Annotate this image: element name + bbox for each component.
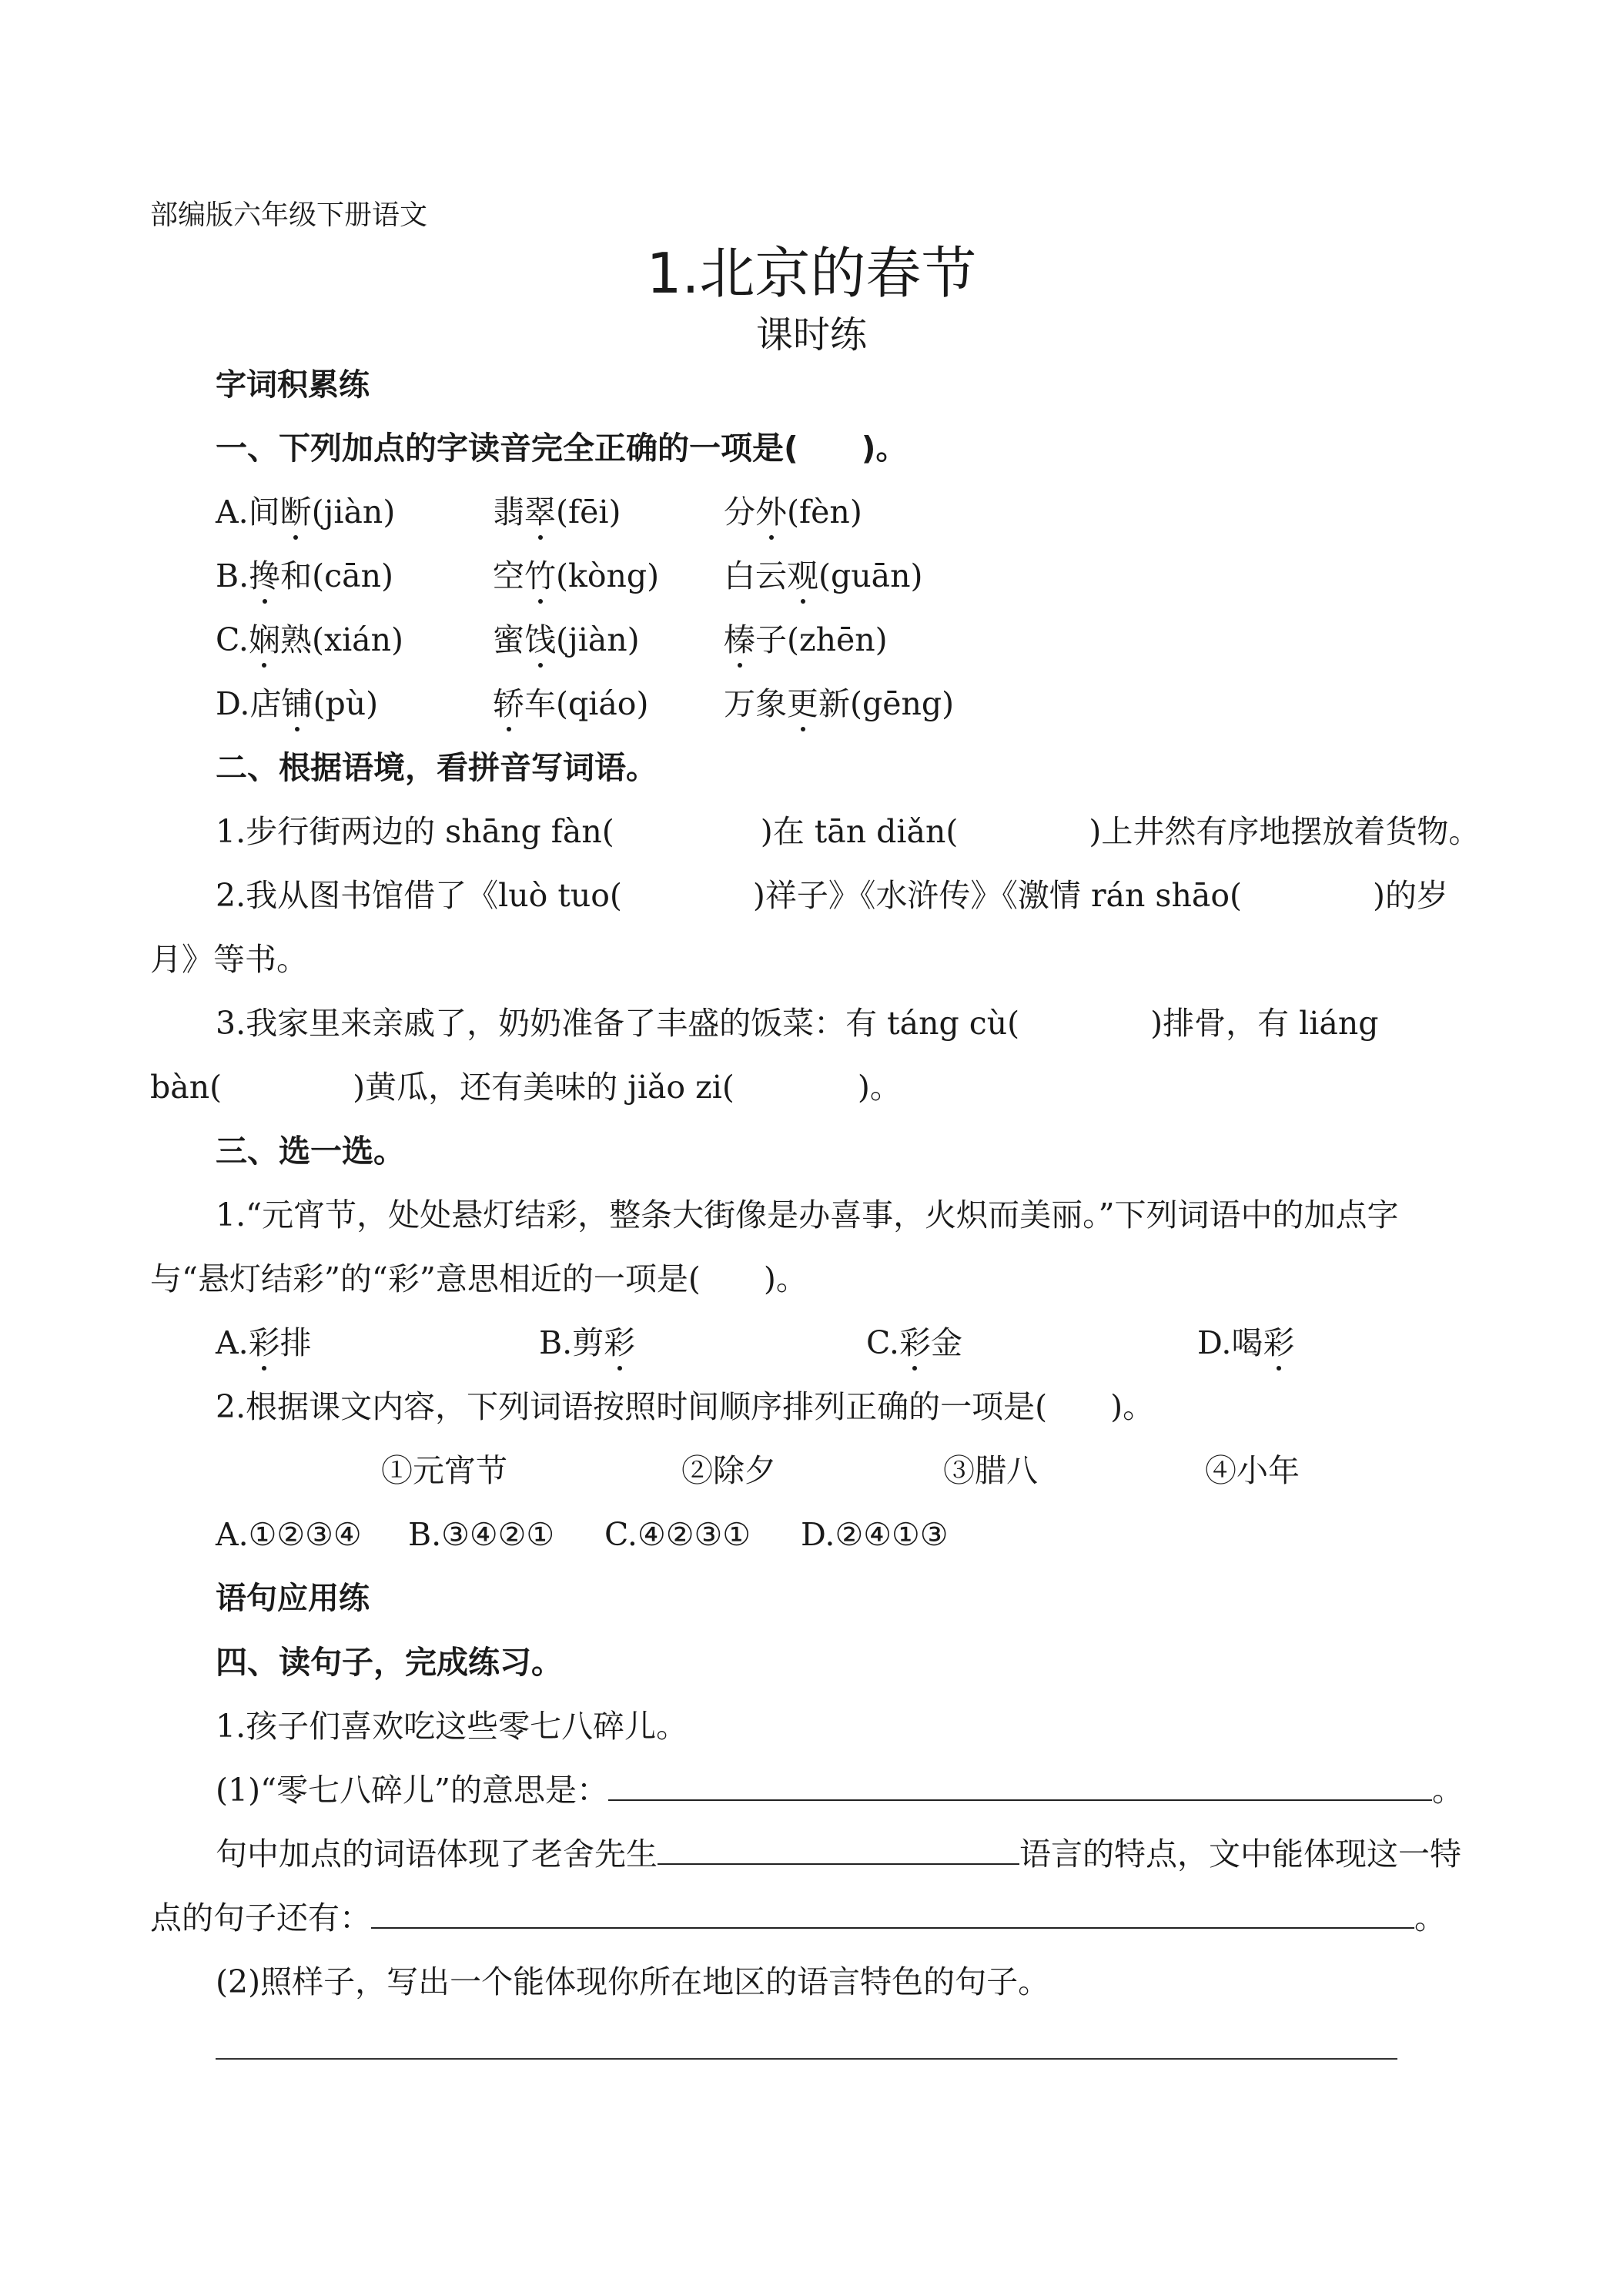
example-sentence: 1.孩子们喜欢吃这些零七八碎儿。 (216, 1703, 688, 1749)
sequence-item: ①元宵节 (381, 1452, 507, 1489)
choice-c[interactable]: C.④②③① (604, 1516, 751, 1553)
choice-d[interactable]: D.喝彩 (1197, 1320, 1294, 1366)
option-c-col3: 榛子(zhēn) (724, 617, 888, 663)
question-stem: 四、读句子，完成练习。 (216, 1644, 563, 1681)
option-b-col1: B.搀和(cān) (216, 553, 393, 599)
choice-a[interactable]: A.①②③④ (216, 1516, 362, 1553)
option-a-col1: A.间断(jiàn) (216, 489, 395, 535)
sub-question-1-c: 点的句子还有： 。 (150, 1895, 1446, 1941)
dotted-phrase: 零七八碎儿 (498, 1708, 656, 1748)
option-d-col1: D.店铺(pù) (216, 681, 378, 727)
choice-b[interactable]: B.剪彩 (539, 1320, 635, 1366)
sub-question-1: (1)“零七八碎儿”的意思是： 。 (216, 1767, 1464, 1813)
question-text: 与“悬灯结彩”的“彩”意思相近的一项是( )。 (150, 1260, 808, 1297)
choice-c[interactable]: C.彩金 (866, 1320, 962, 1366)
option-a-col3: 分外(fèn) (724, 489, 862, 535)
pinyin-sentence-1: 1.步行街两边的 shāng fàn( )在 tān diǎn( )上井然有序地摆放着货物。 (216, 813, 1481, 850)
pinyin-sentence-3: 3.我家里来亲戚了，奶奶准备了丰盛的饭菜：有 táng cù( )排骨，有 liáng (216, 1005, 1379, 1042)
answer-line[interactable] (216, 2058, 1397, 2060)
answer-line[interactable] (371, 1896, 1414, 1929)
question-stem: 一、下列加点的字读音完全正确的一项是( )。 (216, 430, 908, 467)
option-c-col1: C.娴熟(xián) (216, 617, 403, 663)
header-subject: 部编版六年级下册语文 (150, 199, 428, 231)
pinyin-sentence-2: 2.我从图书馆借了《luò tuo( )祥子》《水浒传》《激情 rán shāo( )的岁 (216, 877, 1449, 914)
sequence-item: ②除夕 (681, 1452, 776, 1489)
pinyin-sentence-2-cont: 月》等书。 (150, 941, 308, 978)
pinyin-sentence-3-cont: bàn( )黄瓜，还有美味的 jiǎo zi( )。 (150, 1069, 902, 1106)
option-d-col3: 万象更新(gēng) (724, 681, 954, 727)
section-heading: 语句应用练 (216, 1581, 370, 1616)
answer-line[interactable] (658, 1832, 1019, 1865)
page-subtitle: 课时练 (755, 313, 867, 356)
answer-line[interactable] (608, 1769, 1432, 1801)
sub-question-1-b: 句中加点的词语体现了老舍先生 语言的特点，文中能体现这一特 (216, 1831, 1461, 1877)
sequence-item: ③腊八 (943, 1452, 1038, 1489)
question-stem: 三、选一选。 (216, 1133, 405, 1170)
question-text: 1.“元宵节，处处悬灯结彩，整条大街像是办喜事，火炽而美丽。”下列词语中的加点字 (216, 1197, 1399, 1233)
choice-a[interactable]: A.彩排 (216, 1320, 312, 1366)
sub-question-2: (2)照样子，写出一个能体现你所在地区的语言特色的句子。 (216, 1963, 1050, 2000)
section-heading: 字词积累练 (216, 367, 370, 403)
option-b-col3: 白云观(guān) (724, 553, 923, 599)
choice-b[interactable]: B.③④②① (408, 1516, 555, 1553)
option-d-col2: 轿车(qiáo) (493, 681, 648, 727)
choice-d[interactable]: D.②④①③ (801, 1516, 949, 1553)
option-c-col2: 蜜饯(jiàn) (493, 617, 640, 663)
question-text: 2.根据课文内容，下列词语按照时间顺序排列正确的一项是( )。 (216, 1388, 1155, 1425)
option-a-col2: 翡翠(fēi) (493, 489, 621, 535)
option-b-col2: 空竹(kòng) (493, 553, 659, 599)
question-stem: 二、根据语境，看拼音写词语。 (216, 749, 658, 786)
page-title: 1.北京的春节 (646, 241, 977, 306)
sequence-item: ④小年 (1205, 1452, 1300, 1489)
